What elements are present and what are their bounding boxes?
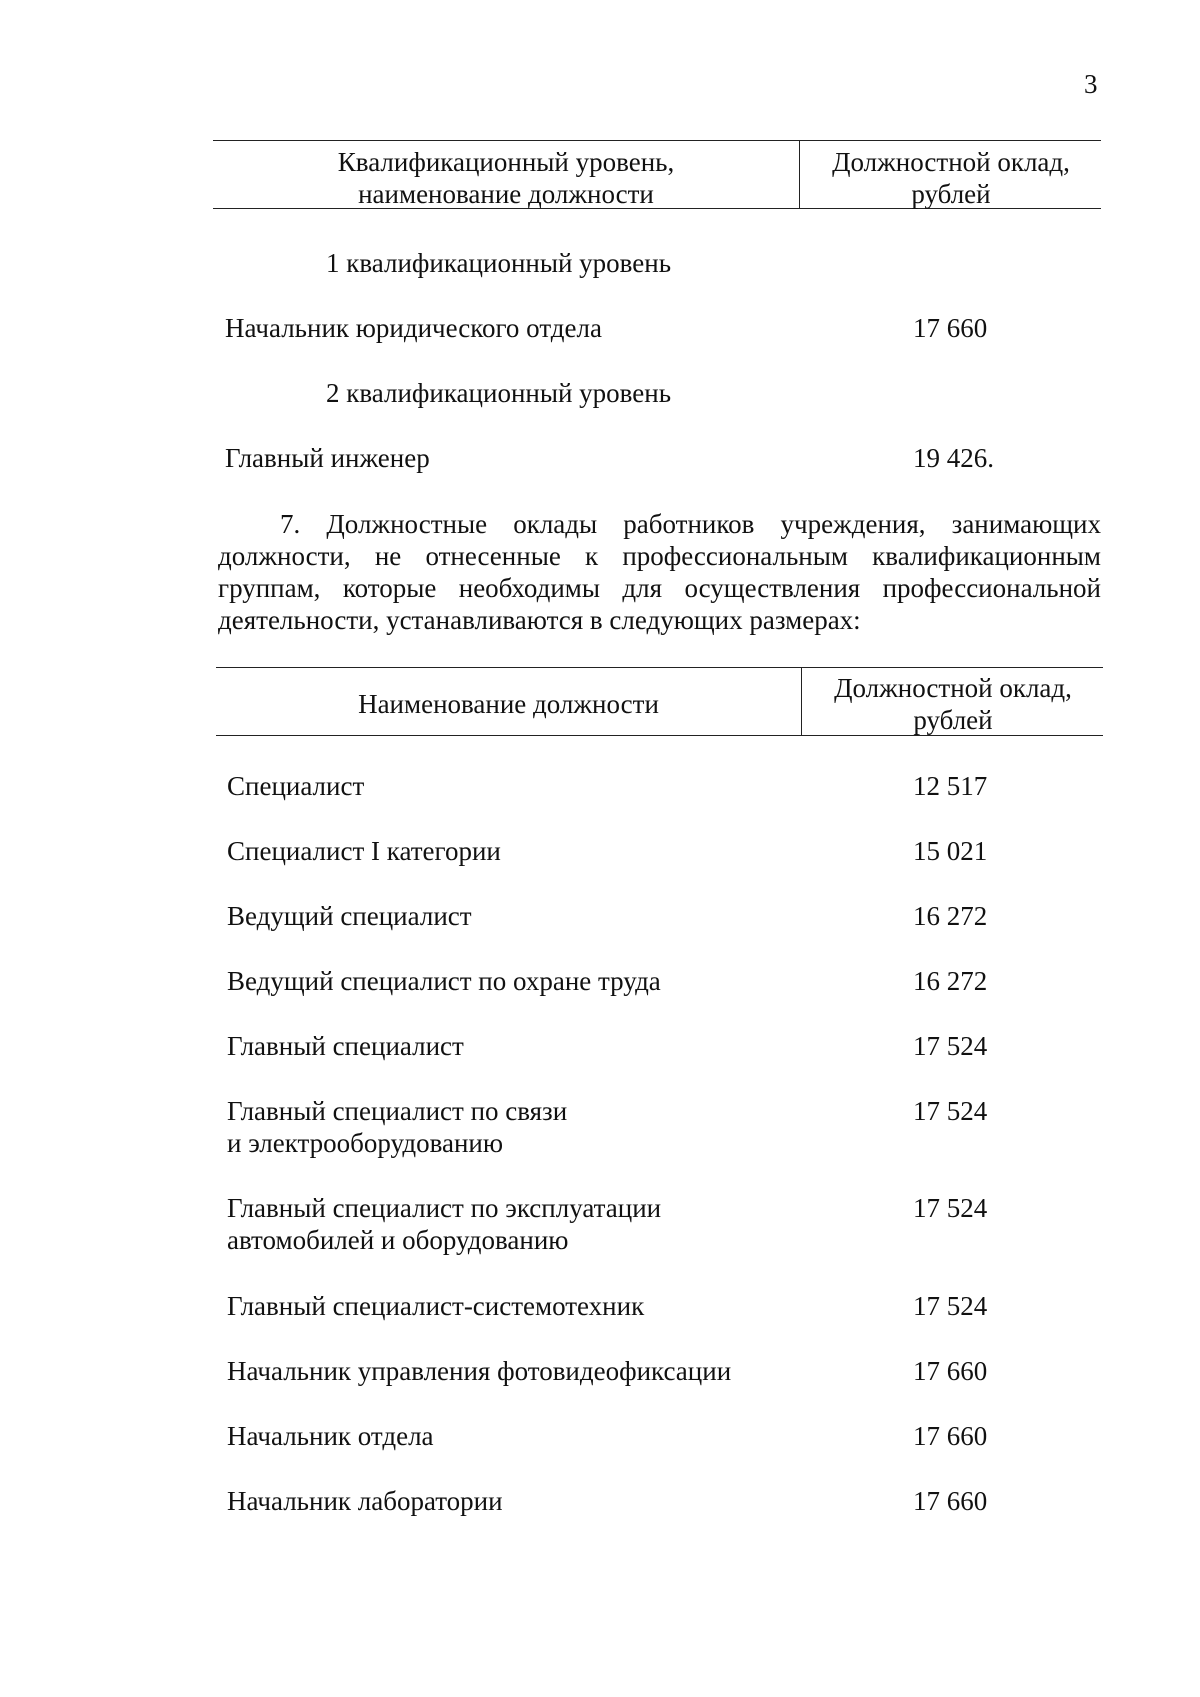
table-row-position: Ведущий специалист по охране труда <box>227 966 661 996</box>
table-1-column-divider <box>799 140 800 208</box>
table-1-header-salary-line-1: Должностной оклад, <box>832 147 1070 177</box>
table-row-position: Главный специалист <box>227 1031 464 1061</box>
table-row-salary: 19 426. <box>913 443 994 473</box>
table-row-salary: 17 524 <box>913 1291 988 1321</box>
qualification-level-heading: 1 квалификационный уровень <box>326 248 672 278</box>
page-number: 3 <box>1084 69 1098 99</box>
table-row-salary: 15 021 <box>913 836 988 866</box>
paragraph-line: 7. Должностные оклады работников учреждения, занимающих <box>280 509 1101 539</box>
paragraph-line: группам, которые необходимы для осуществления профессиональной <box>218 573 1101 603</box>
table-row-salary: 17 660 <box>913 1486 988 1516</box>
table-2-header-salary-line-2: рублей <box>913 705 993 735</box>
table-row-position-continued: автомобилей и оборудованию <box>227 1225 569 1255</box>
table-row-position: Начальник управления фотовидеофиксации <box>227 1356 732 1386</box>
table-row-salary: 16 272 <box>913 901 988 931</box>
table-row-position: Ведущий специалист <box>227 901 472 931</box>
table-row-salary: 17 524 <box>913 1193 988 1223</box>
table-row-position: Специалист <box>227 771 365 801</box>
table-row-position: Главный специалист-системотехник <box>227 1291 645 1321</box>
paragraph-line: деятельности, устанавливаются в следующих размерах: <box>218 605 861 635</box>
table-row-salary: 17 660 <box>913 1356 988 1386</box>
table-row-salary: 12 517 <box>913 771 988 801</box>
table-row-salary: 17 524 <box>913 1031 988 1061</box>
table-1-header-name-line-2: наименование должности <box>358 179 654 209</box>
table-1-header-salary-line-2: рублей <box>911 179 991 209</box>
table-row-position: Главный специалист по связи <box>227 1096 568 1126</box>
table-row-salary: 17 660 <box>913 1421 988 1451</box>
table-row-position: Начальник юридического отдела <box>225 313 602 343</box>
table-2-header-salary-line-1: Должностной оклад, <box>834 673 1072 703</box>
table-row-position: Начальник отдела <box>227 1421 434 1451</box>
table-2-top-rule <box>216 667 1103 668</box>
paragraph-7 <box>218 508 1101 636</box>
paragraph-line: должности, не отнесенные к профессиональным квалификационным <box>218 541 1101 571</box>
table-2-column-divider <box>801 667 802 735</box>
table-row-position: Главный инженер <box>225 443 430 473</box>
table-row-position: Специалист I категории <box>227 836 501 866</box>
table-row-position-continued: и электрооборудованию <box>227 1128 504 1158</box>
table-1-header-name-line-1: Квалификационный уровень, <box>337 147 675 177</box>
table-row-position: Начальник лаборатории <box>227 1486 503 1516</box>
table-row-position: Главный специалист по эксплуатации <box>227 1193 662 1223</box>
table-1-top-rule <box>213 140 1101 141</box>
table-row-salary: 17 660 <box>913 313 988 343</box>
qualification-level-heading: 2 квалификационный уровень <box>326 378 672 408</box>
table-row-salary: 16 272 <box>913 966 988 996</box>
table-2-header-name: Наименование должности <box>358 689 659 719</box>
table-row-salary: 17 524 <box>913 1096 988 1126</box>
